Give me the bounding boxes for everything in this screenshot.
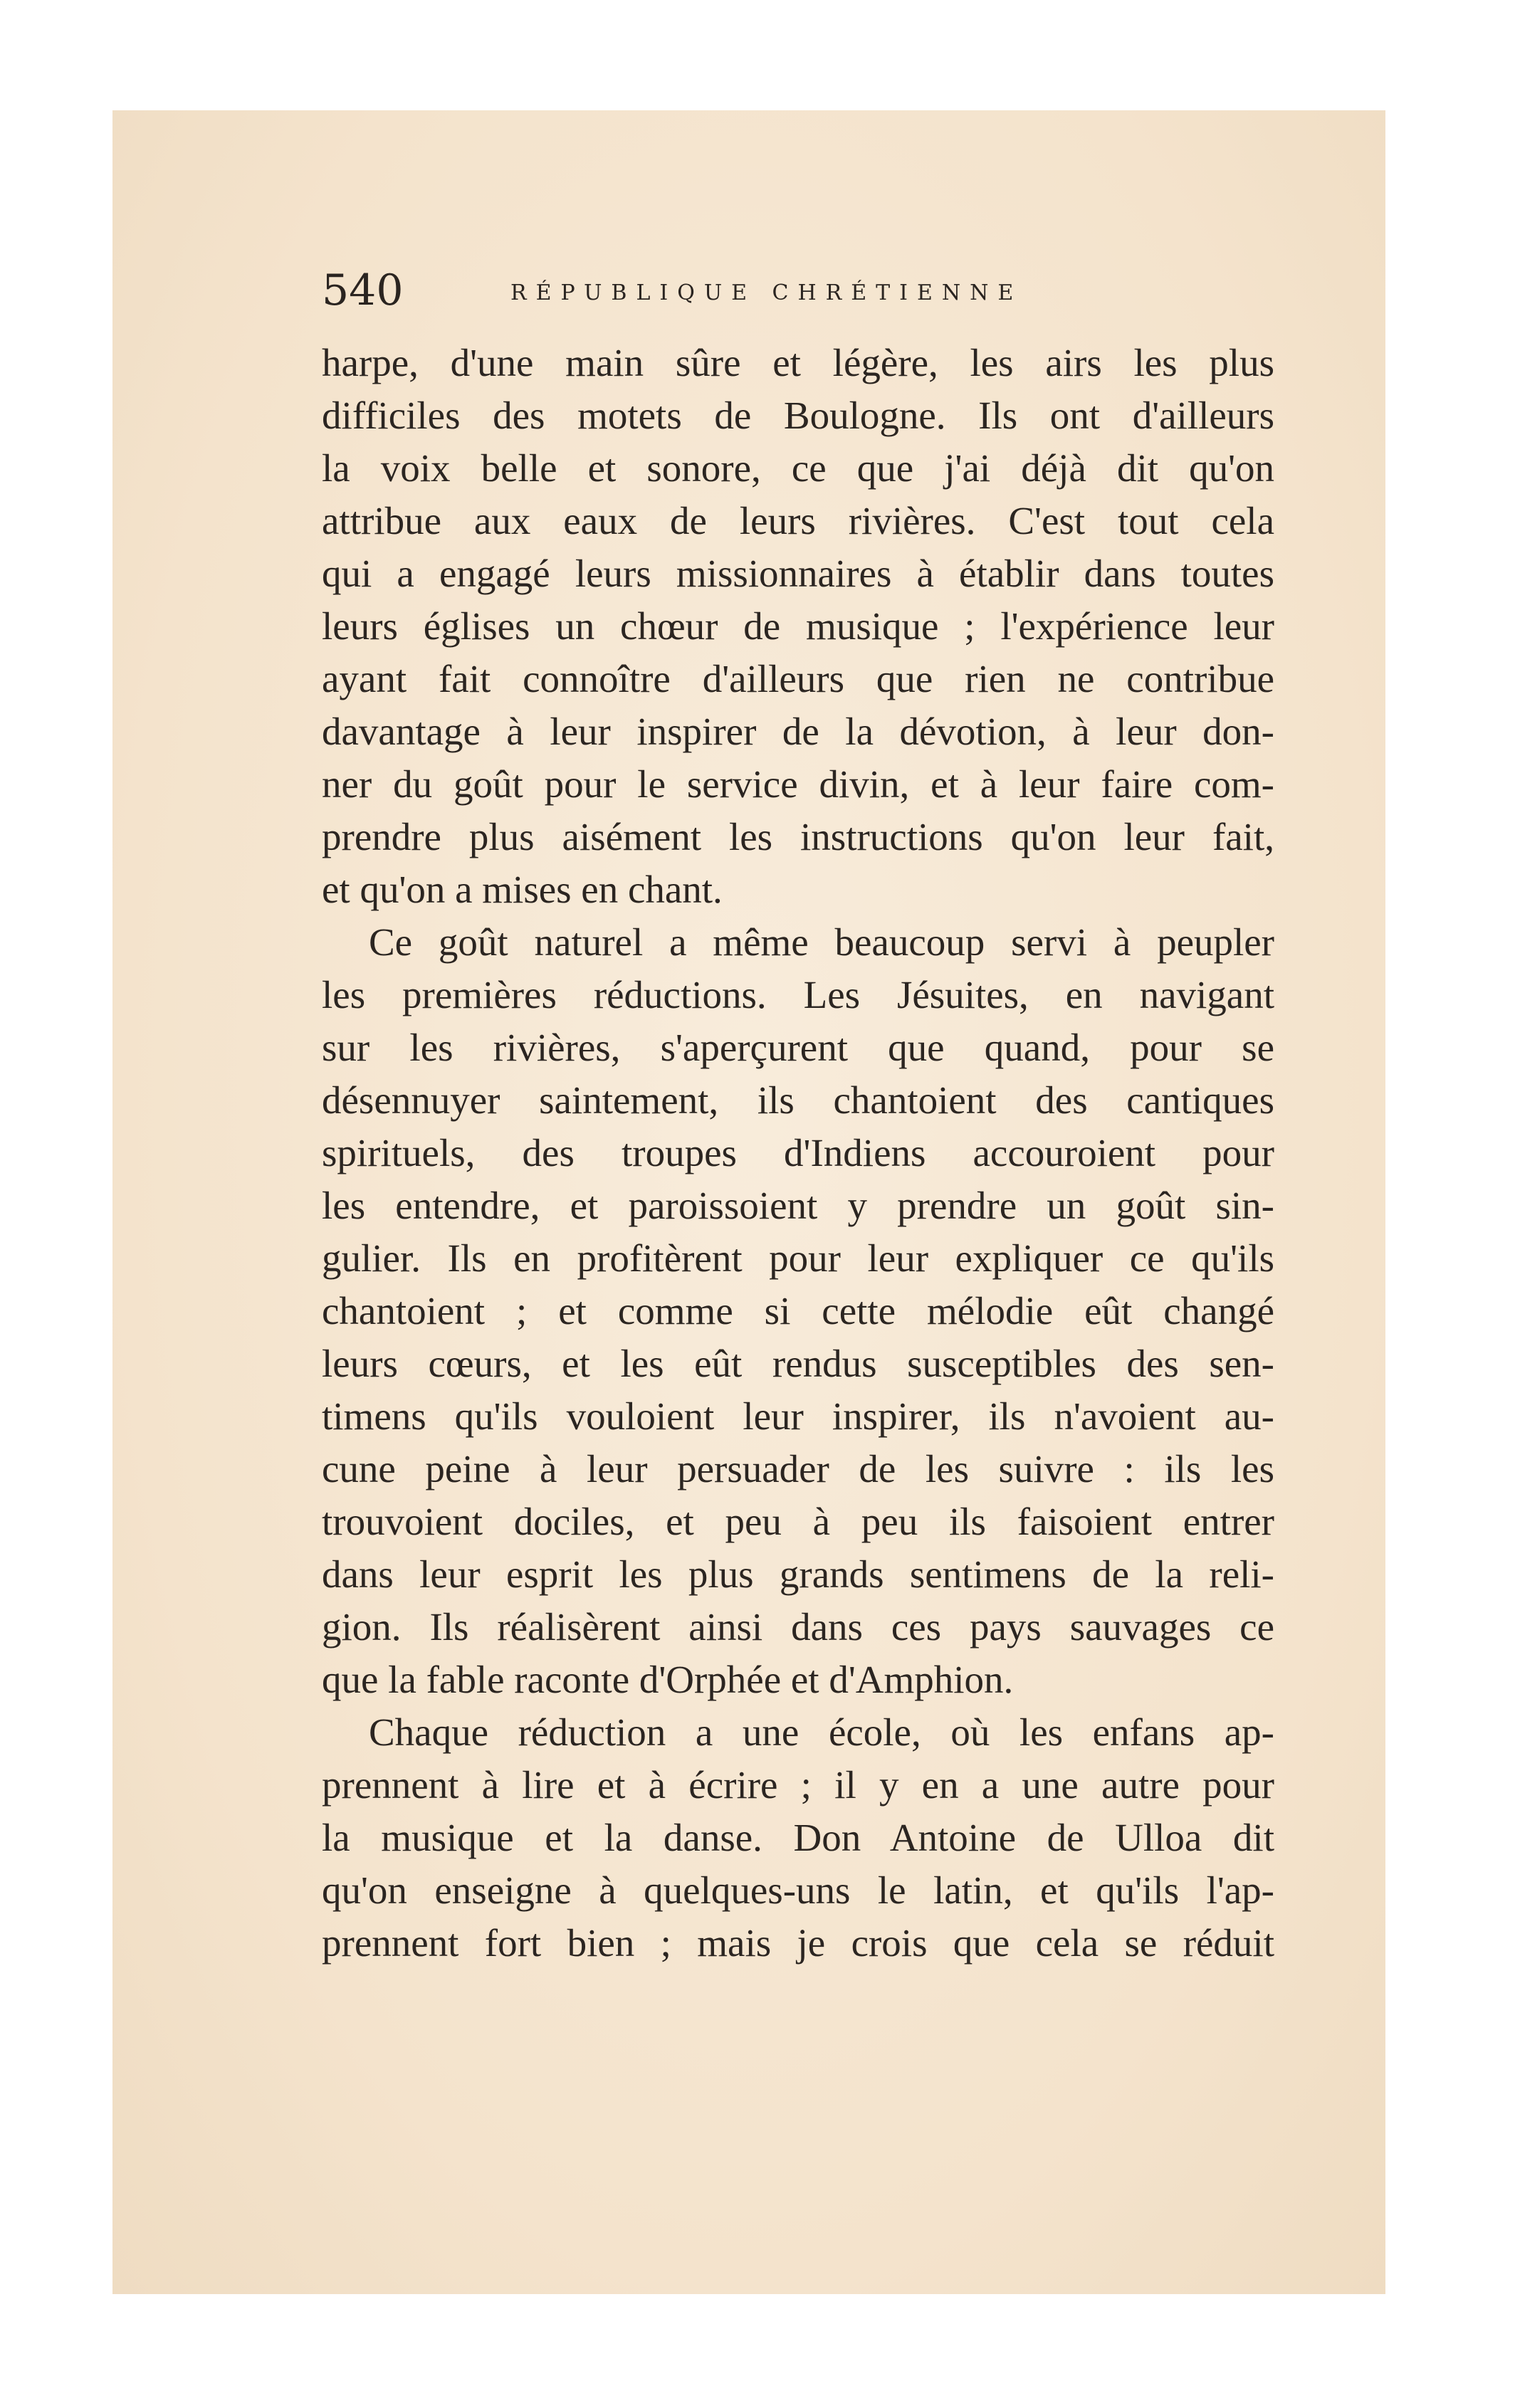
text-line: et qu'on a mises en chant. [322, 868, 723, 911]
text-line: timens qu'ils vouloient leur inspirer, ils n'avoient au- [322, 1394, 1274, 1438]
running-head [322, 262, 1162, 319]
text-line: difficiles des motets de Boulogne. Ils ont d'ailleurs [322, 394, 1274, 437]
text-line: qu'on enseigne à quelques-uns le latin, et qu'ils l'ap- [322, 1868, 1274, 1912]
text-line: désennuyer saintement, ils chantoient des cantiques [322, 1078, 1274, 1122]
text-line: dans leur esprit les plus grands sentimens de la reli- [322, 1552, 1274, 1596]
text-line: Chaque réduction a une école, où les enfans ap- [369, 1710, 1274, 1754]
text-line: prennent fort bien ; mais je crois que cela se réduit [322, 1921, 1274, 1965]
text-line: prennent à lire et à écrire ; il y en a une autre pour [322, 1763, 1274, 1807]
text-line: leurs cœurs, et les eût rendus susceptibles des sen- [322, 1342, 1274, 1385]
text-line: spirituels, des troupes d'Indiens accouroient pour [322, 1131, 1274, 1174]
text-line: gion. Ils réalisèrent ainsi dans ces pays sauvages ce [322, 1605, 1274, 1649]
text-line: cune peine à leur persuader de les suivre : ils les [322, 1447, 1274, 1490]
text-line: les entendre, et paroissoient y prendre un goût sin- [322, 1184, 1274, 1227]
text-line: harpe, d'une main sûre et légère, les airs les plus [322, 341, 1274, 384]
text-line: sur les rivières, s'aperçurent que quand, pour se [322, 1026, 1274, 1069]
text-line: trouvoient dociles, et peu à peu ils faisoient entrer [322, 1500, 1274, 1543]
text-line: gulier. Ils en profitèrent pour leur expliquer ce qu'ils [322, 1236, 1274, 1280]
body-text [322, 337, 1274, 1970]
page-number: 540 [322, 265, 404, 315]
text-line: attribue aux eaux de leurs rivières. C'est tout cela [322, 499, 1274, 542]
text-line: ayant fait connoître d'ailleurs que rien ne contribue [322, 657, 1274, 700]
text-line: les premières réductions. Les Jésuites, en navigant [322, 973, 1274, 1016]
text-line: que la fable raconte d'Orphée et d'Amphion. [322, 1658, 1014, 1701]
text-line: qui a engagé leurs missionnaires à établir dans toutes [322, 552, 1274, 595]
text-line: davantage à leur inspirer de la dévotion, à leur don- [322, 710, 1274, 753]
text-line: ner du goût pour le service divin, et à leur faire com- [322, 762, 1274, 806]
text-line: la musique et la danse. Don Antoine de Ulloa dit [322, 1816, 1274, 1859]
text-line: la voix belle et sonore, ce que j'ai déjà dit qu'on [322, 446, 1274, 490]
running-title: RÉPUBLIQUE CHRÉTIENNE [510, 280, 1023, 305]
text-line: chantoient ; et comme si cette mélodie eût changé [322, 1289, 1274, 1332]
text-line: prendre plus aisément les instructions qu'on leur fait, [322, 815, 1274, 858]
text-line: Ce goût naturel a même beaucoup servi à peupler [369, 920, 1274, 964]
text-line: leurs églises un chœur de musique ; l'expérience leur [322, 604, 1274, 648]
